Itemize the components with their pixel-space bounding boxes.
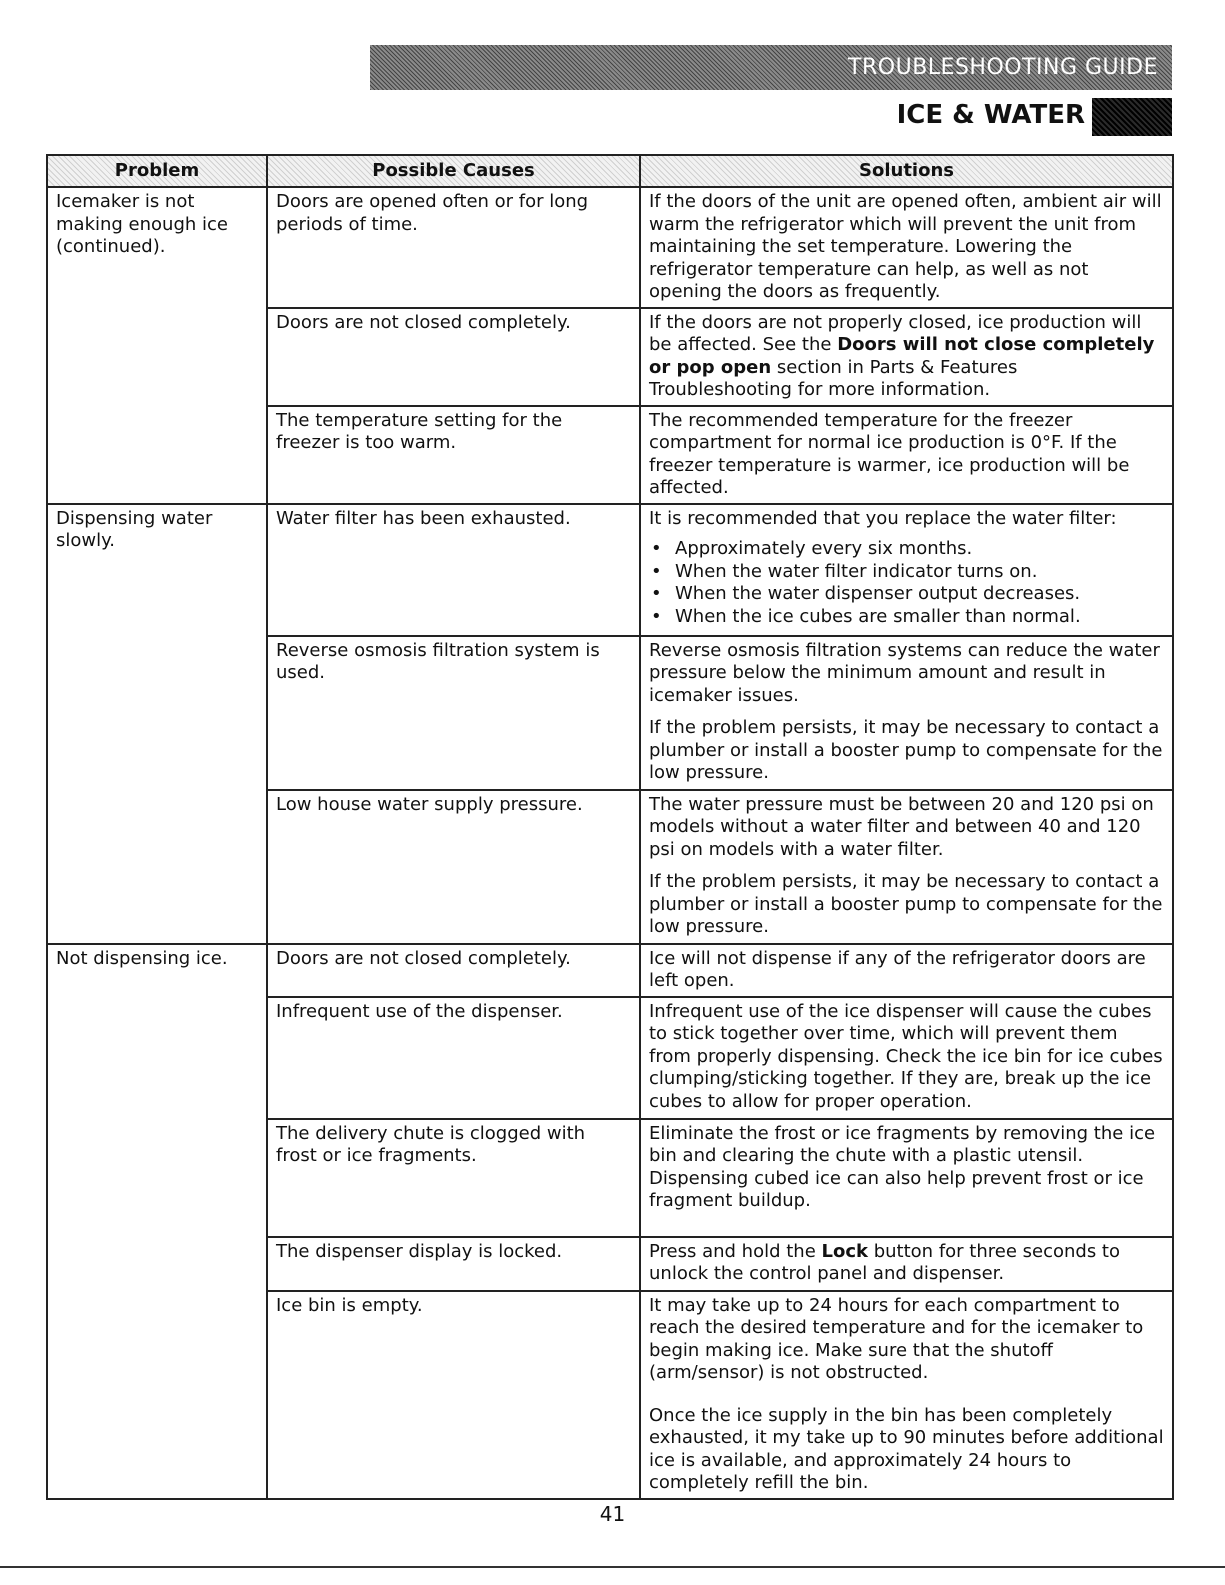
cause-cell: Infrequent use of the dispenser. — [267, 997, 640, 1119]
troubleshooting-table — [46, 154, 1174, 1500]
cause-cell: Doors are not closed completely. — [267, 944, 640, 997]
solution-text: It is recommended that you replace the water filter: — [649, 507, 1117, 529]
table-row — [47, 187, 1173, 308]
solution-text: button for three seconds to unlock the control panel and dispenser. — [649, 1240, 1120, 1284]
solution-text: Eliminate the frost or ice fragments by removing the ice bin and clearing the chute with a plastic utensil. Dispensing cubed ice can also help prevent frost or ice fragment buildup. — [649, 1122, 1156, 1211]
solution-text: section in Parts & Features Troubleshooting for more information. — [649, 356, 1018, 400]
cause-cell: The dispenser display is locked. — [267, 1237, 640, 1291]
problem-cell: Not dispensing ice. — [47, 944, 267, 1499]
solution-cell — [640, 1119, 1173, 1237]
solution-cell — [640, 504, 1173, 636]
solution-cell — [640, 308, 1173, 406]
section-banner — [370, 45, 1172, 90]
solution-cell — [640, 1237, 1173, 1291]
solution-text: Reverse osmosis filtration systems can reduce the water pressure below the minimum amount and result in icemaker issues. — [649, 639, 1160, 706]
lock-button-ref: Lock — [821, 1240, 868, 1262]
cause-cell: Doors are opened often or for long periods of time. — [267, 187, 640, 308]
solution-bold-ref: Doors will not close completely or pop open — [649, 334, 1155, 378]
header-solutions: Solutions — [640, 155, 1173, 187]
cause-cell: The delivery chute is clogged with frost or ice fragments. — [267, 1119, 640, 1237]
problem-cell: Dispensing water slowly. — [47, 504, 267, 944]
table-row — [47, 504, 1173, 636]
solution-text: The water pressure must be between 20 and 120 psi on models without a water filter and between 40 and 120 psi on models with a water filter. — [649, 793, 1154, 860]
bottom-rule — [0, 1566, 1225, 1568]
solution-cell — [640, 790, 1173, 944]
solution-text: If the doors are not properly closed, ice production will be affected. See the — [649, 311, 1142, 355]
solution-text: If the doors of the unit are opened often, ambient air will warm the refrigerator which will prevent the unit from maintaining the set temperature. Lowering the refrigerator temperature can help, as well as not opening the doors as frequently. — [649, 191, 1162, 302]
section-title-block — [1092, 98, 1172, 136]
cause-cell: Water filter has been exhausted. — [267, 504, 640, 636]
list-item: • When the ice cubes are smaller than normal. — [675, 606, 1164, 629]
solution-cell — [640, 1291, 1173, 1499]
cause-cell: Ice bin is empty. — [267, 1291, 640, 1499]
solution-text: If the problem persists, it may be necessary to contact a plumber or install a booster pump to compensate for the low pressure. — [649, 717, 1163, 783]
section-title: ICE & WATER — [896, 100, 1085, 130]
solution-text: Ice will not dispense if any of the refrigerator doors are left open. — [649, 947, 1146, 991]
solution-text: Infrequent use of the ice dispenser will cause the cubes to stick together over time, which will prevent them from properly dispensing. Check the ice bin for ice cubes clumping/sticking together. If they are, break up the ice cubes to allow for proper operation. — [649, 1000, 1163, 1112]
cause-cell: The temperature setting for the freezer is too warm. — [267, 406, 640, 504]
list-item: • When the water filter indicator turns on. — [675, 561, 1164, 584]
cause-cell: Reverse osmosis filtration system is used. — [267, 636, 640, 790]
solution-text: Press and hold the — [649, 1240, 822, 1262]
header-problem: Problem — [47, 155, 267, 187]
list-item: • Approximately every six months. — [675, 538, 1164, 561]
solution-cell — [640, 944, 1173, 997]
page-number: 41 — [599, 1502, 626, 1526]
table-row — [47, 944, 1173, 997]
solution-text: It may take up to 24 hours for each compartment to reach the desired temperature and for the icemaker to begin making ice. Make sure that the shutoff (arm/sensor) is not obstructed. — [649, 1294, 1144, 1383]
table-header-row — [47, 155, 1173, 187]
problem-cell: Icemaker is not making enough ice (continued). — [47, 187, 267, 504]
solution-bullet-list — [649, 538, 1164, 628]
solution-cell — [640, 187, 1173, 308]
cause-cell: Doors are not closed completely. — [267, 308, 640, 406]
banner-title: TROUBLESHOOTING GUIDE — [848, 55, 1158, 80]
header-causes: Possible Causes — [267, 155, 640, 187]
solution-cell — [640, 636, 1173, 790]
solution-text: Once the ice supply in the bin has been completely exhausted, it my take up to 90 minutes before additional ice is available, and approximately 24 hours to completely refill the bin. — [649, 1404, 1164, 1493]
solution-cell — [640, 406, 1173, 504]
list-item: • When the water dispenser output decreases. — [675, 583, 1164, 606]
solution-cell — [640, 997, 1173, 1119]
cause-cell: Low house water supply pressure. — [267, 790, 640, 944]
solution-text: If the problem persists, it may be necessary to contact a plumber or install a booster pump to compensate for the low pressure. — [649, 871, 1163, 937]
solution-text: The recommended temperature for the freezer compartment for normal ice production is 0°F. If the freezer temperature is warmer, ice production will be affected. — [649, 409, 1130, 498]
